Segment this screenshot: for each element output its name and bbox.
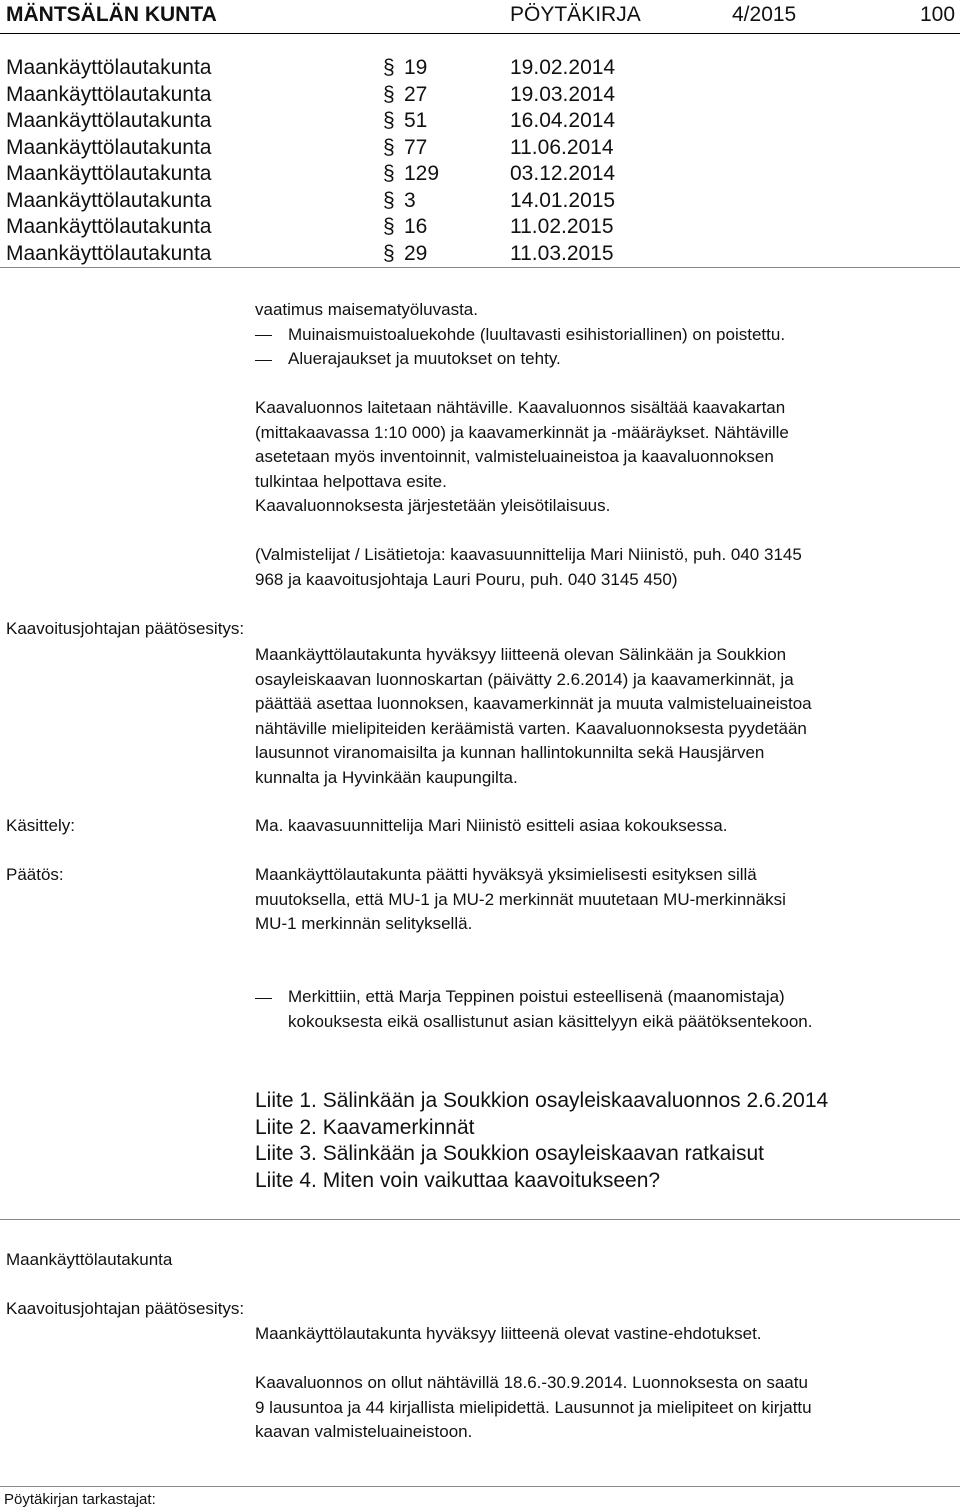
- history-date: 11.03.2015: [510, 241, 614, 265]
- page-number: 100: [920, 3, 956, 26]
- history-row: [0, 55, 960, 82]
- exhibit-paragraph: [255, 396, 789, 519]
- history-section: 77: [404, 135, 428, 159]
- continued-line: vaatimus maisematyöluvasta.: [255, 300, 478, 319]
- section-symbol: §: [383, 56, 395, 79]
- history-body: Maankäyttölautakunta: [6, 188, 212, 212]
- paragraph-line: MU-1 merkinnän selityksellä.: [255, 914, 473, 933]
- history-body: Maankäyttölautakunta: [6, 135, 212, 159]
- dash-bullet-icon: [255, 998, 272, 999]
- decision-text: [255, 863, 786, 937]
- municipality-name: MÄNTSÄLÄN KUNTA: [6, 3, 217, 26]
- document-number: 4/2015: [732, 3, 797, 26]
- history-row: [0, 188, 960, 215]
- history-row: [0, 161, 960, 188]
- attachment-item: Liite 4. Miten voin vaikuttaa kaavoitukseen?: [255, 1168, 661, 1192]
- footer-rule: [0, 1486, 960, 1487]
- history-date: 14.01.2015: [510, 188, 616, 212]
- paragraph-line: muutoksella, että MU-1 ja MU-2 merkinnät muutetaan MU-merkinnäksi: [255, 889, 786, 909]
- bullet-text: Muinaismuistoaluekohde (luultavasti esihistoriallinen) on poistettu.: [288, 324, 786, 344]
- history-date: 11.06.2014: [510, 135, 614, 159]
- bullet-text: Merkittiin, että Marja Teppinen poistui esteellisenä (maanomistaja): [288, 987, 785, 1006]
- history-date: 19.03.2014: [510, 82, 616, 106]
- history-date: 03.12.2014: [510, 162, 616, 185]
- paragraph-line: Kaavaluonnos on ollut nähtävillä 18.6.-30.9.2014. Luonnoksesta on saatu: [255, 1373, 808, 1392]
- paragraph-line: 9 lausuntoa ja 44 kirjallista mielipidettä. Lausunnot ja mielipiteet on kirjattu: [255, 1397, 812, 1417]
- dash-bullet-icon: [255, 360, 272, 361]
- paragraph-line: asetetaan myös inventoinnit, valmisteluaineistoa ja kaavaluonnoksen: [255, 447, 774, 466]
- history-body: Maankäyttölautakunta: [6, 56, 212, 79]
- paragraph-line: nähtäville mielipiteiden keräämistä varten. Kaavaluonnoksesta pyydetään: [255, 718, 807, 738]
- bullet-text: kokouksesta eikä osallistunut asian käsittelyyn eikä päätöksentekoon.: [288, 1011, 813, 1031]
- inspectors-label: Pöytäkirjan tarkastajat:: [4, 1491, 156, 1508]
- paragraph-line: (Valmistelijat / Lisätietoja: kaavasuunnittelija Mari Niinistö, puh. 040 3145: [255, 545, 802, 564]
- preparers-paragraph: [255, 543, 802, 592]
- attachment-item: Liite 2. Kaavamerkinnät: [255, 1115, 475, 1139]
- paragraph-line: kunnalta ja Hyvinkään kaupungilta.: [255, 767, 518, 787]
- paragraph-line: lausunnot viranomaisilta ja kunnan hallintokunnilta sekä Hausjärven: [255, 743, 765, 762]
- paragraph-line: kaavan valmisteluaineistoon.: [255, 1422, 473, 1441]
- history-body: Maankäyttölautakunta: [6, 215, 212, 238]
- paragraph-line: päättää asettaa luonnoksen, kaavamerkinnät ja muuta valmisteluaineistoa: [255, 694, 812, 713]
- proposal-label: Kaavoitusjohtajan päätösesitys:: [6, 1299, 245, 1318]
- handling-label: Käsittely:: [6, 816, 75, 835]
- history-section: 27: [404, 82, 428, 106]
- paragraph-line: Kaavaluonnoksesta järjestetään yleisötilaisuus.: [255, 496, 611, 515]
- paragraph-line: Maankäyttölautakunta päätti hyväksyä yksimielisesti esityksen sillä: [255, 865, 757, 884]
- document-type: PÖYTÄKIRJA: [510, 3, 641, 26]
- section-symbol: §: [383, 188, 395, 212]
- proposal-text: [255, 643, 812, 790]
- history-row: [0, 82, 960, 109]
- history-section: 29: [404, 241, 428, 265]
- history-date: 16.04.2014: [510, 109, 616, 132]
- paragraph-line: Maankäyttölautakunta hyväksyy liitteenä olevan Sälinkään ja Soukkion: [255, 645, 787, 664]
- section-symbol: §: [383, 135, 395, 159]
- attachment-item: Liite 3. Sälinkään ja Soukkion osayleiskaavan ratkaisut: [255, 1142, 764, 1165]
- history-section: 16: [404, 215, 428, 238]
- history-body: Maankäyttölautakunta: [6, 241, 212, 265]
- paragraph-line: tulkintaa helpottava esite.: [255, 471, 447, 491]
- history-section: 51: [404, 109, 428, 132]
- section-symbol: §: [383, 109, 395, 132]
- status-paragraph: [255, 1371, 812, 1445]
- history-date: 11.02.2015: [510, 215, 614, 238]
- section-symbol: §: [383, 241, 395, 265]
- history-section: 19: [404, 56, 428, 79]
- board-name: Maankäyttölautakunta: [6, 1250, 173, 1269]
- history-body: Maankäyttölautakunta: [6, 162, 212, 185]
- handling-text: Ma. kaavasuunnittelija Mari Niinistö esitteli asiaa kokouksessa.: [255, 816, 728, 835]
- history-row: [0, 135, 960, 162]
- paragraph-line: (mittakaavassa 1:10 000) ja kaavamerkinnät ja -määräykset. Nähtäville: [255, 422, 789, 442]
- bullet-text: Aluerajaukset ja muutokset on tehty.: [288, 349, 561, 368]
- paragraph-line: Kaavaluonnos laitetaan nähtäville. Kaavaluonnos sisältää kaavakartan: [255, 398, 786, 417]
- proposal-text: Maankäyttölautakunta hyväksyy liitteenä olevat vastine-ehdotukset.: [255, 1324, 762, 1343]
- dash-bullet-icon: [255, 335, 272, 336]
- history-row: [0, 214, 960, 241]
- section-symbol: §: [383, 82, 395, 106]
- header-rule: [0, 33, 960, 34]
- history-body: Maankäyttölautakunta: [6, 109, 212, 132]
- section-symbol: §: [383, 162, 395, 185]
- history-section: 3: [404, 188, 416, 212]
- attachment-item: Liite 1. Sälinkään ja Soukkion osayleiskaavaluonnos 2.6.2014: [255, 1089, 829, 1112]
- section-rule: [0, 1219, 960, 1220]
- history-rule: [0, 267, 960, 268]
- history-row: [0, 108, 960, 135]
- paragraph-line: osayleiskaavan luonnoskartan (päivätty 2.6.2014) ja kaavamerkinnät, ja: [255, 669, 794, 689]
- decision-label: Päätös:: [6, 865, 64, 884]
- history-row: [0, 241, 960, 268]
- paragraph-line: 968 ja kaavoitusjohtaja Lauri Pouru, puh. 040 3145 450): [255, 569, 678, 589]
- history-date: 19.02.2014: [510, 56, 616, 79]
- section-symbol: §: [383, 215, 395, 238]
- proposal-label: Kaavoitusjohtajan päätösesitys:: [6, 619, 245, 638]
- history-section: 129: [404, 162, 440, 185]
- history-body: Maankäyttölautakunta: [6, 82, 212, 106]
